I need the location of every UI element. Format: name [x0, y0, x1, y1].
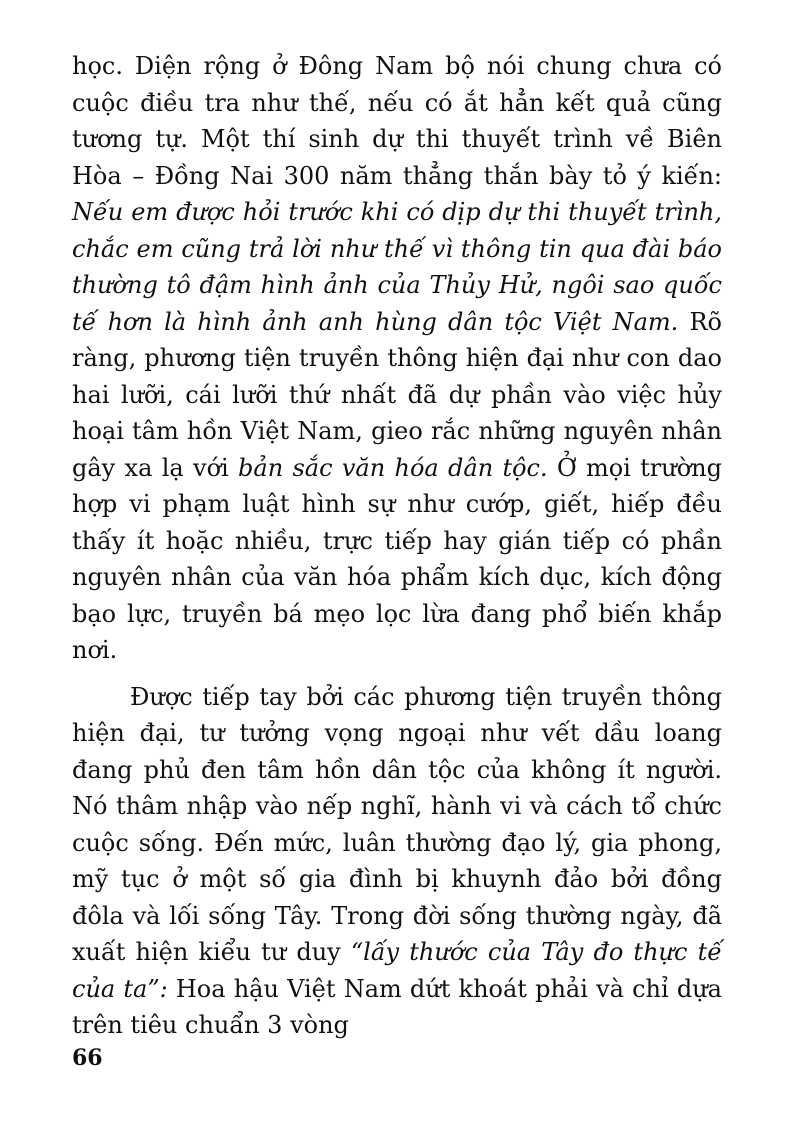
text-run: học. Diện rộng ở Đông Nam bộ nói chung chưa có cuộc điều tra như thế, nếu có ắt hẳn kết quả cũng tương tự. Một thí sinh dự thi thuyết trình về Biên Hòa – Đồng Nai 300 năm thẳng thắn bày tỏ ý kiến:	[72, 52, 722, 190]
paragraph-1	[72, 48, 722, 669]
page-number: 66	[72, 1045, 103, 1071]
text-run: Hoa hậu Việt Nam dứt khoát phải và chỉ dựa trên tiêu chuẩn 3 vòng	[72, 974, 722, 1039]
text-run: Ở mọi trường hợp vi phạm luật hình sự như cướp, giết, hiếp đều thấy ít hoặc nhiều, trực tiếp hay gián tiếp có phần nguyên nhân của văn hóa phẩm kích dục, kích động bạo lực, truyền bá mẹo lọc lừa đang phổ biến khắp nơi.	[72, 453, 722, 664]
text-run: Được tiếp tay bởi các phương tiện truyền thông hiện đại, tư tưởng vọng ngoại như vết dầu loang đang phủ đen tâm hồn dân tộc của không ít người. Nó thâm nhập vào nếp nghĩ, hành vi và cách tổ chức cuộc sống. Đến mức, luân thường đạo lý, gia phong, mỹ tục ở một số gia đình bị khuynh đảo bởi đồng đôla và lối sống Tây. Trong đời sống thường ngày, đã xuất hiện kiểu tư duy	[72, 682, 722, 966]
paragraph-2	[72, 679, 722, 1044]
text-run: Rõ ràng, phương tiện truyền thông hiện đại như con dao hai lưỡi, cái lưỡi thứ nhất đã dự phần vào việc hủy hoại tâm hồn Việt Nam, gieo rắc những nguyên nhân gây xa lạ với	[72, 307, 722, 482]
italic-quote: Nếu em được hỏi trước khi có dịp dự thi thuyết trình, chắc em cũng trả lời như thế vì thông tin qua đài báo thường tô đậm hình ảnh của Thủy Hử, ngôi sao quốc tế hơn là hình ảnh anh hùng dân tộc Việt Nam.	[72, 198, 722, 336]
italic-quote: “lấy thước của Tây đo thực tế của ta”:	[72, 938, 723, 1003]
italic-phrase: bản sắc văn hóa dân tộc.	[238, 453, 548, 482]
body-text	[72, 48, 722, 1044]
